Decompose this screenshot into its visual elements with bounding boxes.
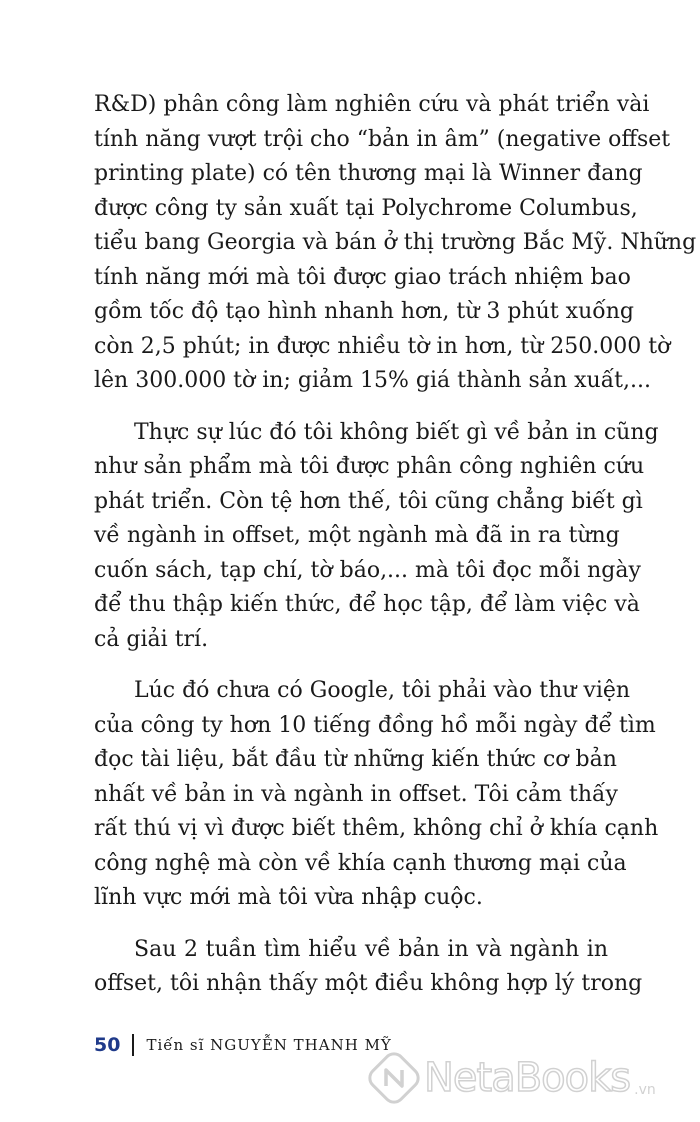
page-number: 50 [94,1034,121,1056]
text-line: tính năng mới mà tôi được giao trách nhiệm bao [94,264,631,290]
paragraph [94,88,697,399]
text-line: như sản phẩm mà tôi được phân công nghiên cứu [94,454,645,479]
text-line: của công ty hơn 10 tiếng đồng hồ mỗi ngày để tìm [94,712,656,738]
text-line: printing plate) có tên thương mại là Winner đang [94,161,643,186]
text-line: Thực sự lúc đó tôi không biết gì về bản in cũng [134,419,659,445]
text-line: để thu thập kiến thức, để học tập, để làm việc và [94,592,640,617]
text-line: cuốn sách, tạp chí, tờ báo,... mà tôi đọc mỗi ngày [94,557,641,583]
text-line: nhất về bản in và ngành in offset. Tôi cảm thấy [94,781,618,807]
text-line: lên 300.000 tờ in; giảm 15% giá thành sản xuất,... [94,368,651,393]
text-line: gồm tốc độ tạo hình nhanh hơn, từ 3 phút xuống [94,299,634,324]
text-line: Sau 2 tuần tìm hiểu về bản in và ngành in [134,936,608,962]
text-line: được công ty sản xuất tại Polychrome Columbus, [94,195,638,221]
text-line: offset, tôi nhận thấy một điều không hợp lý trong [94,971,643,996]
text-line: tính năng vượt trội cho “bản in âm” (negative offset [94,126,671,152]
watermark [368,1052,656,1104]
text-line: R&D) phân công làm nghiên cứu và phát triển vài [94,92,650,117]
paragraph [94,416,659,658]
text-line: đọc tài liệu, bắt đầu từ những kiến thức cơ bản [94,747,617,772]
author-name: Tiến sĩ NGUYỄN THANH MỸ [146,1036,392,1054]
text-line: rất thú vị vì được biết thêm, không chỉ ở khía cạnh [94,816,659,841]
watermark-suffix: .vn [634,1082,656,1098]
text-line: công nghệ mà còn về khía cạnh thương mại của [94,850,627,876]
text-line: tiểu bang Georgia và bán ở thị trường Bắc Mỹ. Những [94,230,697,255]
text-line: Lúc đó chưa có Google, tôi phải vào thư viện [134,678,631,703]
text-line: cả giải trí. [94,626,209,652]
paragraph [94,933,643,1002]
footer-separator [132,1034,134,1056]
text-line: lĩnh vực mới mà tôi vừa nhập cuộc. [94,885,483,910]
watermark-text: NetaBooks [424,1055,631,1101]
text-line: về ngành in offset, một ngành mà đã in ra từng [94,523,620,548]
text-line: phát triển. Còn tệ hơn thế, tôi cũng chẳng biết gì [94,488,643,514]
page-body [94,88,697,1019]
text-line: còn 2,5 phút; in được nhiều tờ in hơn, từ 250.000 tờ [94,333,671,359]
netabooks-logo-icon [368,1052,420,1104]
page-footer [94,1030,392,1060]
paragraph [94,674,659,916]
